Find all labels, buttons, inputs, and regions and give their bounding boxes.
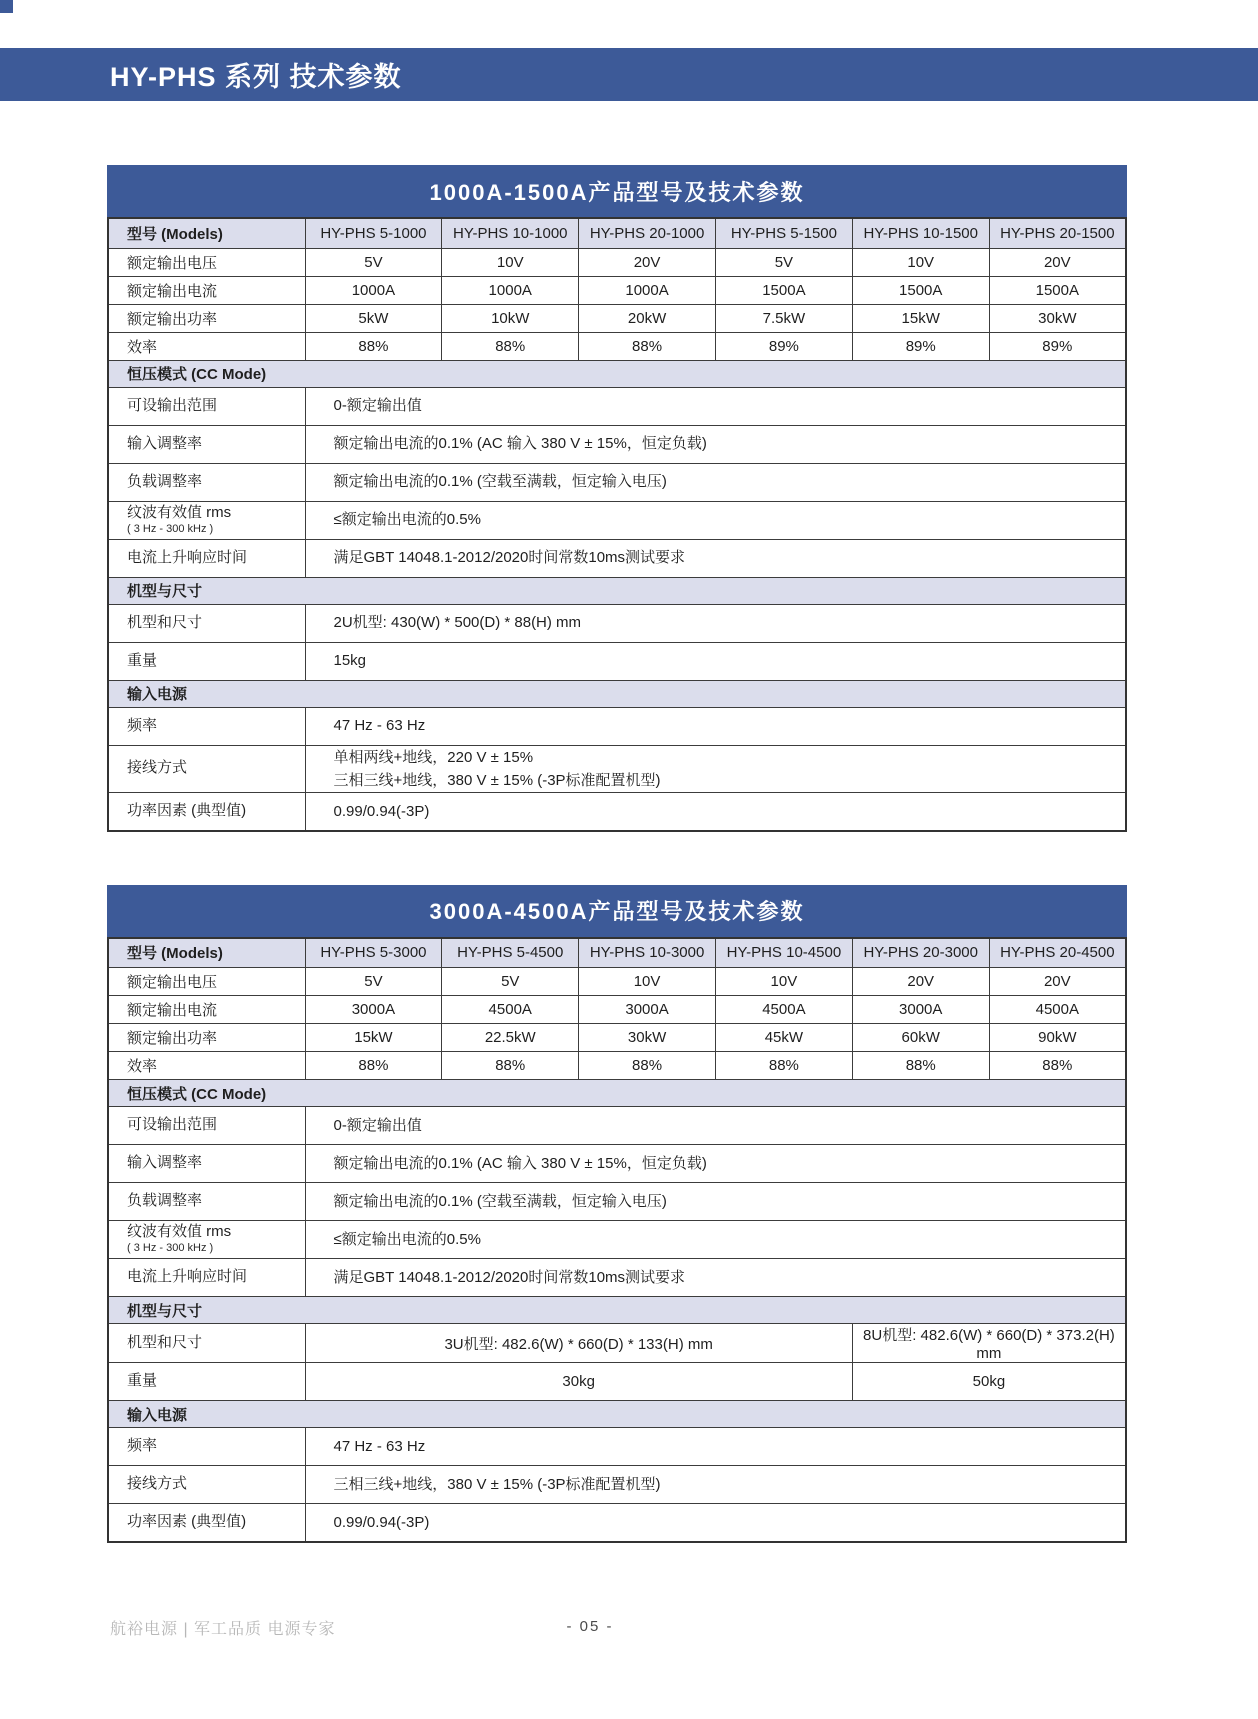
model-name-cell: HY-PHS 20-1000 bbox=[579, 218, 716, 248]
detail-row-label: 机型和尺寸 bbox=[108, 1324, 305, 1363]
detail-row bbox=[108, 387, 1126, 425]
spec-value-cell: 22.5kW bbox=[442, 1024, 579, 1052]
detail-value-cell: 15kg bbox=[305, 642, 1126, 680]
detail-value-cell: 0-额定输出值 bbox=[305, 1107, 1126, 1145]
spec-value-cell: 5V bbox=[305, 968, 442, 996]
detail-value-cell: 单相两线+地线，220 V ± 15% 三相三线+地线，380 V ± 15% (-3P标准配置机型) bbox=[305, 745, 1126, 793]
spec-value-cell: 5V bbox=[305, 248, 442, 276]
spec-value-cell: 5V bbox=[442, 968, 579, 996]
detail-value-cell: ≤额定输出电流的0.5% bbox=[305, 501, 1126, 539]
detail-row-label: 频率 bbox=[108, 707, 305, 745]
section-heading-row bbox=[108, 577, 1126, 604]
spec-value-cell: 88% bbox=[579, 1052, 716, 1080]
spec-row-label: 额定输出功率 bbox=[108, 304, 305, 332]
detail-row bbox=[108, 642, 1126, 680]
model-name-cell: HY-PHS 20-1500 bbox=[989, 218, 1126, 248]
model-name-cell: HY-PHS 5-1000 bbox=[305, 218, 442, 248]
section-heading: 输入电源 bbox=[108, 1401, 1126, 1428]
page-number: - 05 - bbox=[566, 1618, 614, 1635]
spec-value-cell: 89% bbox=[852, 332, 989, 360]
spec-value-cell: 4500A bbox=[989, 996, 1126, 1024]
spec-value-cell: 10V bbox=[715, 968, 852, 996]
detail-row-label: 输入调整率 bbox=[108, 425, 305, 463]
detail-row bbox=[108, 1363, 1126, 1401]
corner-accent-square bbox=[0, 0, 13, 13]
spec-row bbox=[108, 304, 1126, 332]
spec-table bbox=[107, 937, 1127, 1543]
detail-value-cell: 47 Hz - 63 Hz bbox=[305, 1428, 1126, 1466]
model-name-cell: HY-PHS 10-4500 bbox=[715, 938, 852, 968]
spec-row bbox=[108, 968, 1126, 996]
spec-row-label: 效率 bbox=[108, 332, 305, 360]
detail-row-label: 电流上升响应时间 bbox=[108, 1259, 305, 1297]
spec-row bbox=[108, 996, 1126, 1024]
section-heading-row bbox=[108, 1401, 1126, 1428]
spec-value-cell: 1500A bbox=[715, 276, 852, 304]
spec-value-cell: 88% bbox=[442, 332, 579, 360]
spec-value-cell: 90kW bbox=[989, 1024, 1126, 1052]
section-heading: 机型与尺寸 bbox=[108, 1297, 1126, 1324]
detail-row bbox=[108, 745, 1126, 793]
detail-row bbox=[108, 1466, 1126, 1504]
spec-value-cell: 20V bbox=[989, 968, 1126, 996]
detail-value-cell: ≤额定输出电流的0.5% bbox=[305, 1221, 1126, 1259]
detail-row-label: 输入调整率 bbox=[108, 1145, 305, 1183]
detail-row bbox=[108, 501, 1126, 539]
detail-row bbox=[108, 1504, 1126, 1542]
detail-row bbox=[108, 707, 1126, 745]
detail-row-label: 负载调整率 bbox=[108, 463, 305, 501]
footer-brand: 航裕电源 | 军工品质 电源专家 bbox=[110, 1621, 336, 1638]
detail-value-cell: 额定输出电流的0.1% (空载至满载，恒定输入电压) bbox=[305, 1183, 1126, 1221]
spec-value-cell: 88% bbox=[305, 332, 442, 360]
spec-value-cell: 88% bbox=[442, 1052, 579, 1080]
detail-split-cell: 50kg bbox=[852, 1363, 1126, 1401]
spec-value-cell: 10V bbox=[852, 248, 989, 276]
detail-row-label: 功率因素 (典型值) bbox=[108, 1504, 305, 1542]
spec-value-cell: 4500A bbox=[442, 996, 579, 1024]
detail-row-label: 接线方式 bbox=[108, 745, 305, 793]
detail-split-cell: 3U机型: 482.6(W) * 660(D) * 133(H) mm bbox=[305, 1324, 852, 1363]
model-name-cell: HY-PHS 20-3000 bbox=[852, 938, 989, 968]
spec-value-cell: 3000A bbox=[305, 996, 442, 1024]
detail-row-label: 重量 bbox=[108, 1363, 305, 1401]
model-name-cell: HY-PHS 5-3000 bbox=[305, 938, 442, 968]
detail-row bbox=[108, 1324, 1126, 1363]
spec-row-label: 效率 bbox=[108, 1052, 305, 1080]
spec-row-label: 额定输出电压 bbox=[108, 968, 305, 996]
detail-row bbox=[108, 1107, 1126, 1145]
section-heading: 恒压模式 (CC Mode) bbox=[108, 1080, 1126, 1107]
spec-row bbox=[108, 1024, 1126, 1052]
spec-value-cell: 10V bbox=[442, 248, 579, 276]
detail-value-cell: 2U机型: 430(W) * 500(D) * 88(H) mm bbox=[305, 604, 1126, 642]
detail-split-cell: 30kg bbox=[305, 1363, 852, 1401]
detail-value-cell: 0.99/0.94(-3P) bbox=[305, 1504, 1126, 1542]
table-gap bbox=[107, 832, 1127, 885]
spec-value-cell: 88% bbox=[579, 332, 716, 360]
tables-container bbox=[107, 165, 1127, 1543]
spec-row bbox=[108, 1052, 1126, 1080]
spec-value-cell: 15kW bbox=[852, 304, 989, 332]
spec-row bbox=[108, 332, 1126, 360]
spec-value-cell: 1000A bbox=[305, 276, 442, 304]
spec-value-cell: 1000A bbox=[579, 276, 716, 304]
spec-table bbox=[107, 217, 1127, 832]
detail-row-label: 重量 bbox=[108, 642, 305, 680]
detail-row-label: 可设输出范围 bbox=[108, 1107, 305, 1145]
detail-row bbox=[108, 1428, 1126, 1466]
spec-value-cell: 45kW bbox=[715, 1024, 852, 1052]
spec-value-cell: 88% bbox=[715, 1052, 852, 1080]
spec-value-cell: 3000A bbox=[579, 996, 716, 1024]
detail-row bbox=[108, 1221, 1126, 1259]
section-heading-row bbox=[108, 1297, 1126, 1324]
spec-row bbox=[108, 276, 1126, 304]
detail-row-label: 接线方式 bbox=[108, 1466, 305, 1504]
detail-row-label: 纹波有效值 rms ( 3 Hz - 300 kHz ) bbox=[108, 1221, 305, 1259]
spec-value-cell: 89% bbox=[715, 332, 852, 360]
detail-row bbox=[108, 539, 1126, 577]
spec-value-cell: 10V bbox=[579, 968, 716, 996]
model-name-cell: HY-PHS 10-1500 bbox=[852, 218, 989, 248]
models-header-row bbox=[108, 938, 1126, 968]
spec-value-cell: 7.5kW bbox=[715, 304, 852, 332]
model-name-cell: HY-PHS 20-4500 bbox=[989, 938, 1126, 968]
models-header-label: 型号 (Models) bbox=[108, 218, 305, 248]
detail-value-cell: 47 Hz - 63 Hz bbox=[305, 707, 1126, 745]
detail-value-cell: 额定输出电流的0.1% (AC 输入 380 V ± 15%，恒定负载) bbox=[305, 1145, 1126, 1183]
detail-row-label: 负载调整率 bbox=[108, 1183, 305, 1221]
detail-row-label: 功率因素 (典型值) bbox=[108, 793, 305, 831]
page-title: HY-PHS 系列 技术参数 bbox=[110, 62, 402, 92]
section-heading-row bbox=[108, 1080, 1126, 1107]
detail-row-label: 机型和尺寸 bbox=[108, 604, 305, 642]
model-name-cell: HY-PHS 10-1000 bbox=[442, 218, 579, 248]
model-name-cell: HY-PHS 10-3000 bbox=[579, 938, 716, 968]
detail-value-cell: 三相三线+地线，380 V ± 15% (-3P标准配置机型) bbox=[305, 1466, 1126, 1504]
detail-row-label-sub: ( 3 Hz - 300 kHz ) bbox=[127, 1242, 214, 1254]
spec-value-cell: 89% bbox=[989, 332, 1126, 360]
detail-value-cell: 满足GBT 14048.1-2012/2020时间常数10ms测试要求 bbox=[305, 1259, 1126, 1297]
section-heading: 恒压模式 (CC Mode) bbox=[108, 360, 1126, 387]
spec-value-cell: 88% bbox=[989, 1052, 1126, 1080]
detail-row bbox=[108, 604, 1126, 642]
detail-row-label: 纹波有效值 rms ( 3 Hz - 300 kHz ) bbox=[108, 501, 305, 539]
spec-value-cell: 20V bbox=[852, 968, 989, 996]
detail-value-cell: 额定输出电流的0.1% (空载至满载，恒定输入电压) bbox=[305, 463, 1126, 501]
detail-row-label: 可设输出范围 bbox=[108, 387, 305, 425]
spec-row-label: 额定输出电流 bbox=[108, 276, 305, 304]
detail-row-label-sub: ( 3 Hz - 300 kHz ) bbox=[127, 522, 214, 535]
models-header-row bbox=[108, 218, 1126, 248]
spec-value-cell: 30kW bbox=[579, 1024, 716, 1052]
model-name-cell: HY-PHS 5-4500 bbox=[442, 938, 579, 968]
spec-value-cell: 88% bbox=[305, 1052, 442, 1080]
spec-value-cell: 4500A bbox=[715, 996, 852, 1024]
detail-row bbox=[108, 425, 1126, 463]
detail-split-cell: 8U机型: 482.6(W) * 660(D) * 373.2(H) mm bbox=[852, 1324, 1126, 1363]
spec-value-cell: 20kW bbox=[579, 304, 716, 332]
section-heading-row bbox=[108, 360, 1126, 387]
detail-value-cell: 0.99/0.94(-3P) bbox=[305, 793, 1126, 831]
detail-row bbox=[108, 1145, 1126, 1183]
detail-value-cell: 0-额定输出值 bbox=[305, 387, 1126, 425]
spec-value-cell: 88% bbox=[852, 1052, 989, 1080]
spec-row-label: 额定输出电压 bbox=[108, 248, 305, 276]
spec-value-cell: 10kW bbox=[442, 304, 579, 332]
spec-value-cell: 60kW bbox=[852, 1024, 989, 1052]
detail-row bbox=[108, 1183, 1126, 1221]
spec-row bbox=[108, 248, 1126, 276]
spec-row-label: 额定输出电流 bbox=[108, 996, 305, 1024]
table-title: 1000A-1500A产品型号及技术参数 bbox=[107, 165, 1127, 217]
section-heading: 输入电源 bbox=[108, 680, 1126, 707]
model-name-cell: HY-PHS 5-1500 bbox=[715, 218, 852, 248]
models-header-label: 型号 (Models) bbox=[108, 938, 305, 968]
spec-value-cell: 5V bbox=[715, 248, 852, 276]
spec-value-cell: 5kW bbox=[305, 304, 442, 332]
section-heading-row bbox=[108, 680, 1126, 707]
detail-value-cell: 满足GBT 14048.1-2012/2020时间常数10ms测试要求 bbox=[305, 539, 1126, 577]
spec-value-cell: 20V bbox=[579, 248, 716, 276]
detail-row bbox=[108, 793, 1126, 831]
detail-row-label: 电流上升响应时间 bbox=[108, 539, 305, 577]
spec-value-cell: 15kW bbox=[305, 1024, 442, 1052]
spec-value-cell: 20V bbox=[989, 248, 1126, 276]
spec-value-cell: 3000A bbox=[852, 996, 989, 1024]
table-title: 3000A-4500A产品型号及技术参数 bbox=[107, 885, 1127, 937]
spec-value-cell: 1500A bbox=[989, 276, 1126, 304]
spec-row-label: 额定输出功率 bbox=[108, 1024, 305, 1052]
spec-value-cell: 1500A bbox=[852, 276, 989, 304]
section-heading: 机型与尺寸 bbox=[108, 577, 1126, 604]
detail-value-cell: 额定输出电流的0.1% (AC 输入 380 V ± 15%，恒定负载) bbox=[305, 425, 1126, 463]
detail-row bbox=[108, 1259, 1126, 1297]
spec-value-cell: 30kW bbox=[989, 304, 1126, 332]
detail-row-label: 频率 bbox=[108, 1428, 305, 1466]
detail-row bbox=[108, 463, 1126, 501]
spec-value-cell: 1000A bbox=[442, 276, 579, 304]
page-header-banner bbox=[0, 48, 1258, 101]
